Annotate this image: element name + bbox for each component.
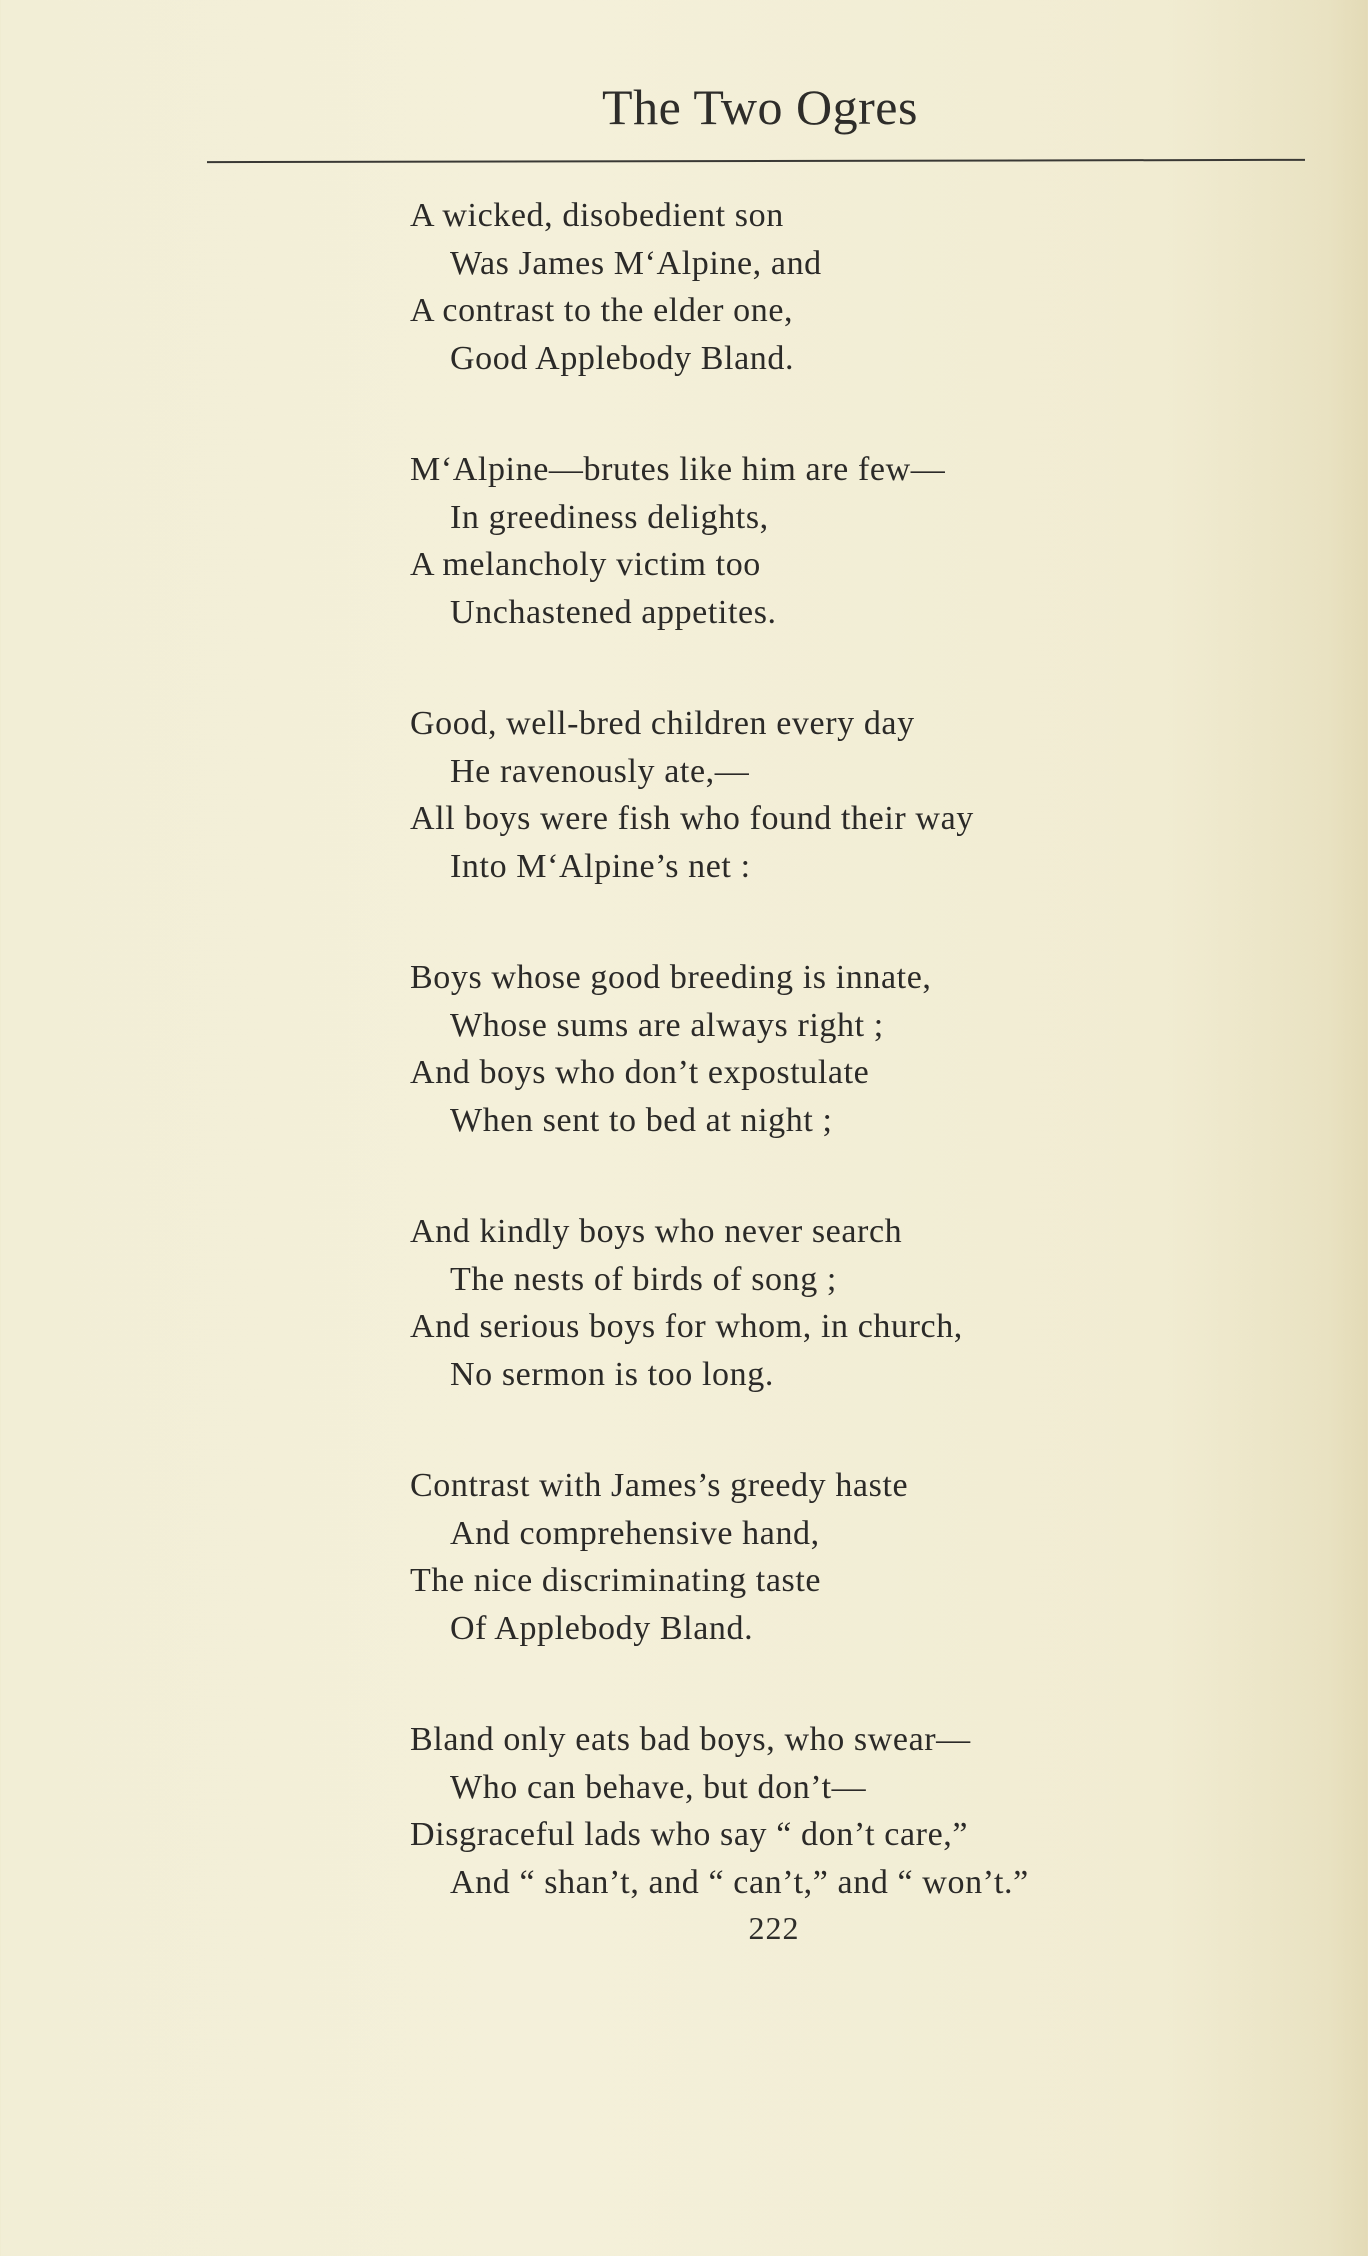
poem-line: And comprehensive hand, (450, 1514, 820, 1552)
poem-line: The nests of birds of song ; (450, 1260, 837, 1298)
poem-line: Unchastened appetites. (450, 593, 777, 631)
poem-line: Disgraceful lads who say “ don’t care,” (410, 1816, 969, 1853)
poem-line: Who can behave, but don’t— (450, 1768, 867, 1806)
stanza-5 (410, 1208, 1310, 1398)
poem-line: A wicked, disobedient son (410, 197, 784, 234)
poem-line: In greediness delights, (450, 498, 769, 536)
poem-line: Bland only eats bad boys, who swear— (410, 1721, 971, 1758)
poem-line: All boys were fish who found their way (410, 800, 974, 837)
poem-line: He ravenously ate,— (450, 752, 750, 790)
poem-line: Into M‘Alpine’s net : (450, 847, 751, 885)
poem-body (410, 192, 1310, 1970)
poem-line: M‘Alpine—brutes like him are few— (410, 451, 946, 488)
page-number: 222 (748, 1910, 800, 1946)
stanza-6 (410, 1462, 1310, 1652)
poem-line: Was James M‘Alpine, and (450, 244, 822, 282)
poem-line: And kindly boys who never search (410, 1213, 903, 1250)
poem-line: Of Applebody Bland. (450, 1609, 754, 1647)
poem-line: The nice discriminating taste (410, 1562, 822, 1599)
poem-line: No sermon is too long. (450, 1355, 774, 1393)
stanza-7 (410, 1716, 1310, 1906)
poem-line: Boys whose good breeding is innate, (410, 959, 932, 996)
poem-line: And boys who don’t expostulate (410, 1054, 870, 1091)
stanza-1 (410, 192, 1310, 382)
poem-line: Whose sums are always right ; (450, 1006, 884, 1044)
stanza-4 (410, 954, 1310, 1144)
stanza-3 (410, 700, 1310, 890)
poem-line: Good Applebody Bland. (450, 339, 795, 377)
poem-line: A melancholy victim too (410, 546, 761, 583)
poem-line: And serious boys for whom, in church, (410, 1308, 963, 1345)
poem-line: Contrast with James’s greedy haste (410, 1467, 909, 1504)
poem-line: Good, well-bred children every day (410, 705, 915, 742)
running-head-title: The Two Ogres (602, 79, 918, 135)
poem-line: When sent to bed at night ; (450, 1101, 833, 1139)
header-rule (207, 159, 1305, 163)
poem-line: A contrast to the elder one, (410, 292, 794, 329)
poem-line: And “ shan’t, and “ can’t,” and “ won’t.” (450, 1863, 1029, 1901)
stanza-2 (410, 446, 1310, 636)
